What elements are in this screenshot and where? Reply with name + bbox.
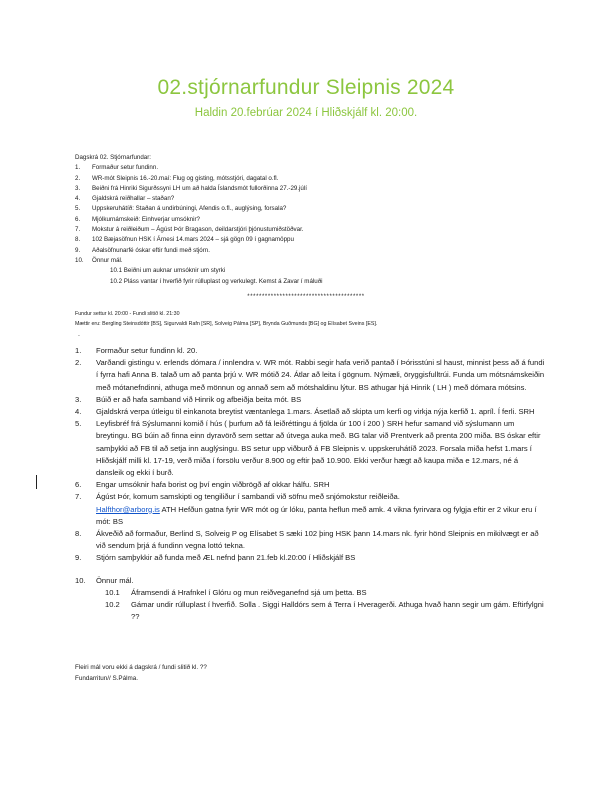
agenda-item <box>75 246 555 256</box>
note-number: 10. <box>75 575 86 585</box>
note-item <box>75 552 545 564</box>
agenda-item-text: WR-mót Sleipnis 16.-20.maí: Flug og gisting, mótsstjóri, dagatal o.fl. <box>92 174 279 182</box>
note-text: Formaður setur fundinn kl. 20. <box>96 346 198 355</box>
agenda-item-text: Formaður setur fundinn. <box>92 164 159 172</box>
note-number: 2. <box>75 358 82 368</box>
separator: **************************************** <box>247 294 365 300</box>
note-text: Gjaldskrá verpa útleigu til einkanota breytist væntanlega 1.mars. Ásetlað að skipta um kerfi og virkja nýja kerfið 1. apríl. Í ferli. SRH <box>96 407 535 417</box>
agenda-item <box>75 184 555 194</box>
note-text: Önnur mál. <box>96 575 134 585</box>
agenda-item-text: Gjaldskrá reiðhallar – staðan? <box>92 195 175 203</box>
attendees: Mættir eru: Bergling Steinsdóttir [BS], Sigurvaldi Rafn [SR], Solveig Pálma [SP], Brynda Guðmunds [BG] og Elísabet Sveins [ES]. <box>75 321 378 327</box>
note-number: 7. <box>75 492 82 502</box>
note-number: 4. <box>75 407 82 417</box>
page-title: 02.stjórnarfundur Sleipnis 2024 <box>157 76 455 99</box>
agenda-item-number: 7. <box>75 226 81 234</box>
note-subitem <box>75 599 545 623</box>
note-subitem-text: Gámar undir rúlluplast í hverfið. Solla . Siggi Halldórs sem á Terra í Hveragerði. Athuga hvað hann segir um gám. Eftirfylgni ?? <box>131 600 544 622</box>
agenda-item-number: 5. <box>75 205 81 213</box>
meeting-times: Fundur settur kl. 20:00 - Fundi slitið kl. 21:30 <box>75 311 180 317</box>
agenda-item-text: Mjólkurnámskeið: Einhverjar umsóknir? <box>92 215 200 223</box>
note-text-part: ATH Hefðun gatna fyrir WR mót og úr lóku, panta heflun með amk. 4 vikna fyrirvara og fylgja eftir er 2 vikur eru í mót: BS <box>96 504 537 526</box>
note-number: 1. <box>75 346 82 355</box>
note-item <box>75 406 545 418</box>
agenda-item-number: 8. <box>75 236 81 244</box>
agenda-item-text: Mokstur á reiðleiðum – Ágúst Þór Bragason, deildarstjóri þjónustumiðstöðvar. <box>92 226 304 234</box>
agenda-item <box>75 194 555 204</box>
note-subitem <box>75 587 545 599</box>
note-item <box>75 491 545 528</box>
note-text: Búið er að hafa samband við Hinrik og afbeiðja beita mót. BS <box>96 394 302 404</box>
note-text <box>96 491 545 528</box>
agenda-item-text: Aðalsöfnunarfé óskar eftir fundi með stjórn. <box>92 246 210 254</box>
note-text: Varðandi gistingu v. erlends dómara / innlendra v. WR mót. Rabbi segir hafa verið pantað í Þórisstúni sl haust, minnist þess að á fundi í fyrra hafi Anna B. talað um að panta þrjú v. WR mótið 24. Átlar að leita í gögnum. Nýmæli, öryggisfulltrúi. Funda um mótsnámskeiðin með mótanefndinni, athuga með mönnun og annað sem að mótshaldinu lýtur. BS athugar hjá Hinrik ( LH ) með dómara mótsins. <box>96 358 545 392</box>
spacer <box>75 565 545 575</box>
note-text-part: Ágúst Þór, komum samskipti og tengiliður í sambandi við söfnu með snjómokstur reiðleiða. <box>96 492 400 502</box>
agenda-subitem: 10.2 Pláss vantar í hverfið fyrir rúlluplast og verkulegt. Kemst á Zavar í máluði <box>110 277 323 285</box>
agenda-item-text: Beiðni frá Hinriki Sigurðssyni LH um að halda Íslandsmót fullorðinna 27.-29.júlí <box>92 184 307 192</box>
note-item <box>75 418 545 479</box>
agenda-item-number: 6. <box>75 215 81 223</box>
note-item <box>75 345 545 357</box>
note-item <box>75 575 545 587</box>
note-number: 6. <box>75 480 82 490</box>
note-number: 8. <box>75 529 82 539</box>
agenda-item <box>75 235 555 245</box>
agenda-subitem: 10.1 Beiðni um auknar umsóknir um styrki <box>110 267 226 275</box>
note-subitem-text: Áframsendi á Hrafnkel í Glóru og mun reiðveganefnd sjá um þetta. BS <box>131 587 367 597</box>
agenda-heading: Dagskrá 02. Stjórnarfundar: <box>75 154 152 161</box>
agenda-item-text: 102 Bæjasöfnun HSK í Árnesi 14.mars 2024 – sjá gögn 09 í gagnamöppu <box>92 236 294 244</box>
meeting-notes <box>75 345 545 623</box>
agenda-item <box>75 174 555 184</box>
agenda-item-text: Önnur mál. <box>92 256 123 264</box>
agenda-item-number: 4. <box>75 195 81 203</box>
note-number: 3. <box>75 394 82 404</box>
closing-line: Fleiri mál voru ekki á dagskrá / fundi slitið kl. ?? <box>75 664 207 671</box>
meeting-meta <box>75 309 555 329</box>
agenda-item <box>75 163 555 173</box>
agenda-item-number: 9. <box>75 246 81 254</box>
agenda-item-number: 3. <box>75 184 81 192</box>
note-text: Ákveðið að formaður, Berlind S, Solveig P og Elísabet S sæki 102 þing HSK þann 14.mars nk. fyrir hönd Sleipnis en mikilvægt er að við sendum þrjá á fundinn vegna lottó tekna. <box>96 529 539 551</box>
note-text: Engar umsóknir hafa borist og því engin viðbrögð af okkar hálfu. SRH <box>96 480 330 490</box>
agenda-item-text: Uppskeruhátíð: Staðan á undirbúningi, Afendis o.fl., auglýsing, forsala? <box>92 205 287 213</box>
note-text: Leyfisbréf frá Sýslumanni komið í hús ( þurfum að fá leiðréttingu á fjölda úr 100 í 200 ) SRH hefur samand við sýslumann um breytingu. BG búin að finna einn dyravörð sem settar að útvega auka með. BG talar við Prentverk að prenta 200 miða. BS óskar eftir samþykki að FB til að setja inn auglýsingu. BS setur upp viðburð á FB Sleipnis v. uppskeruhátíð 2023. Forsala miða hefst 1.mars í Hliðskjálf milli kl. 17-19, verð miða í forsölu verður 8.900 og eftir það 10.900. Ekki verður hægt að kaupa miða e 12.mars, né á dansleik og ekki í burð. <box>96 419 541 478</box>
stray-dot: . <box>78 331 80 338</box>
email-link[interactable]: Halfthor@arborg.is <box>96 504 160 514</box>
note-subitem-number: 10.2 <box>105 600 120 610</box>
note-subitem-number: 10.1 <box>105 587 120 597</box>
agenda-item-number: 2. <box>75 174 81 182</box>
note-number: 5. <box>75 419 82 429</box>
note-item <box>75 479 545 491</box>
note-item <box>75 394 545 406</box>
agenda-item <box>75 225 555 235</box>
page-subtitle: Haldin 20.febrúar 2024 í Hliðskjálf kl. 20:00. <box>194 107 418 119</box>
agenda-item <box>75 204 555 214</box>
agenda-item-number: 1. <box>75 164 81 172</box>
agenda <box>75 153 555 287</box>
note-item <box>75 357 545 394</box>
agenda-item <box>75 256 555 266</box>
margin-mark <box>36 475 37 489</box>
note-number: 9. <box>75 553 82 563</box>
note-text: Stjórn samþykkir að funda með ÆL nefnd þann 21.feb kl.20:00 í Hliðskjálf BS <box>96 553 356 563</box>
note-item <box>75 528 545 552</box>
closing <box>75 663 545 684</box>
agenda-item-number: 10. <box>75 256 84 264</box>
agenda-item <box>75 215 555 225</box>
closing-signature: Fundarritun// S.Pálma. <box>75 674 138 682</box>
